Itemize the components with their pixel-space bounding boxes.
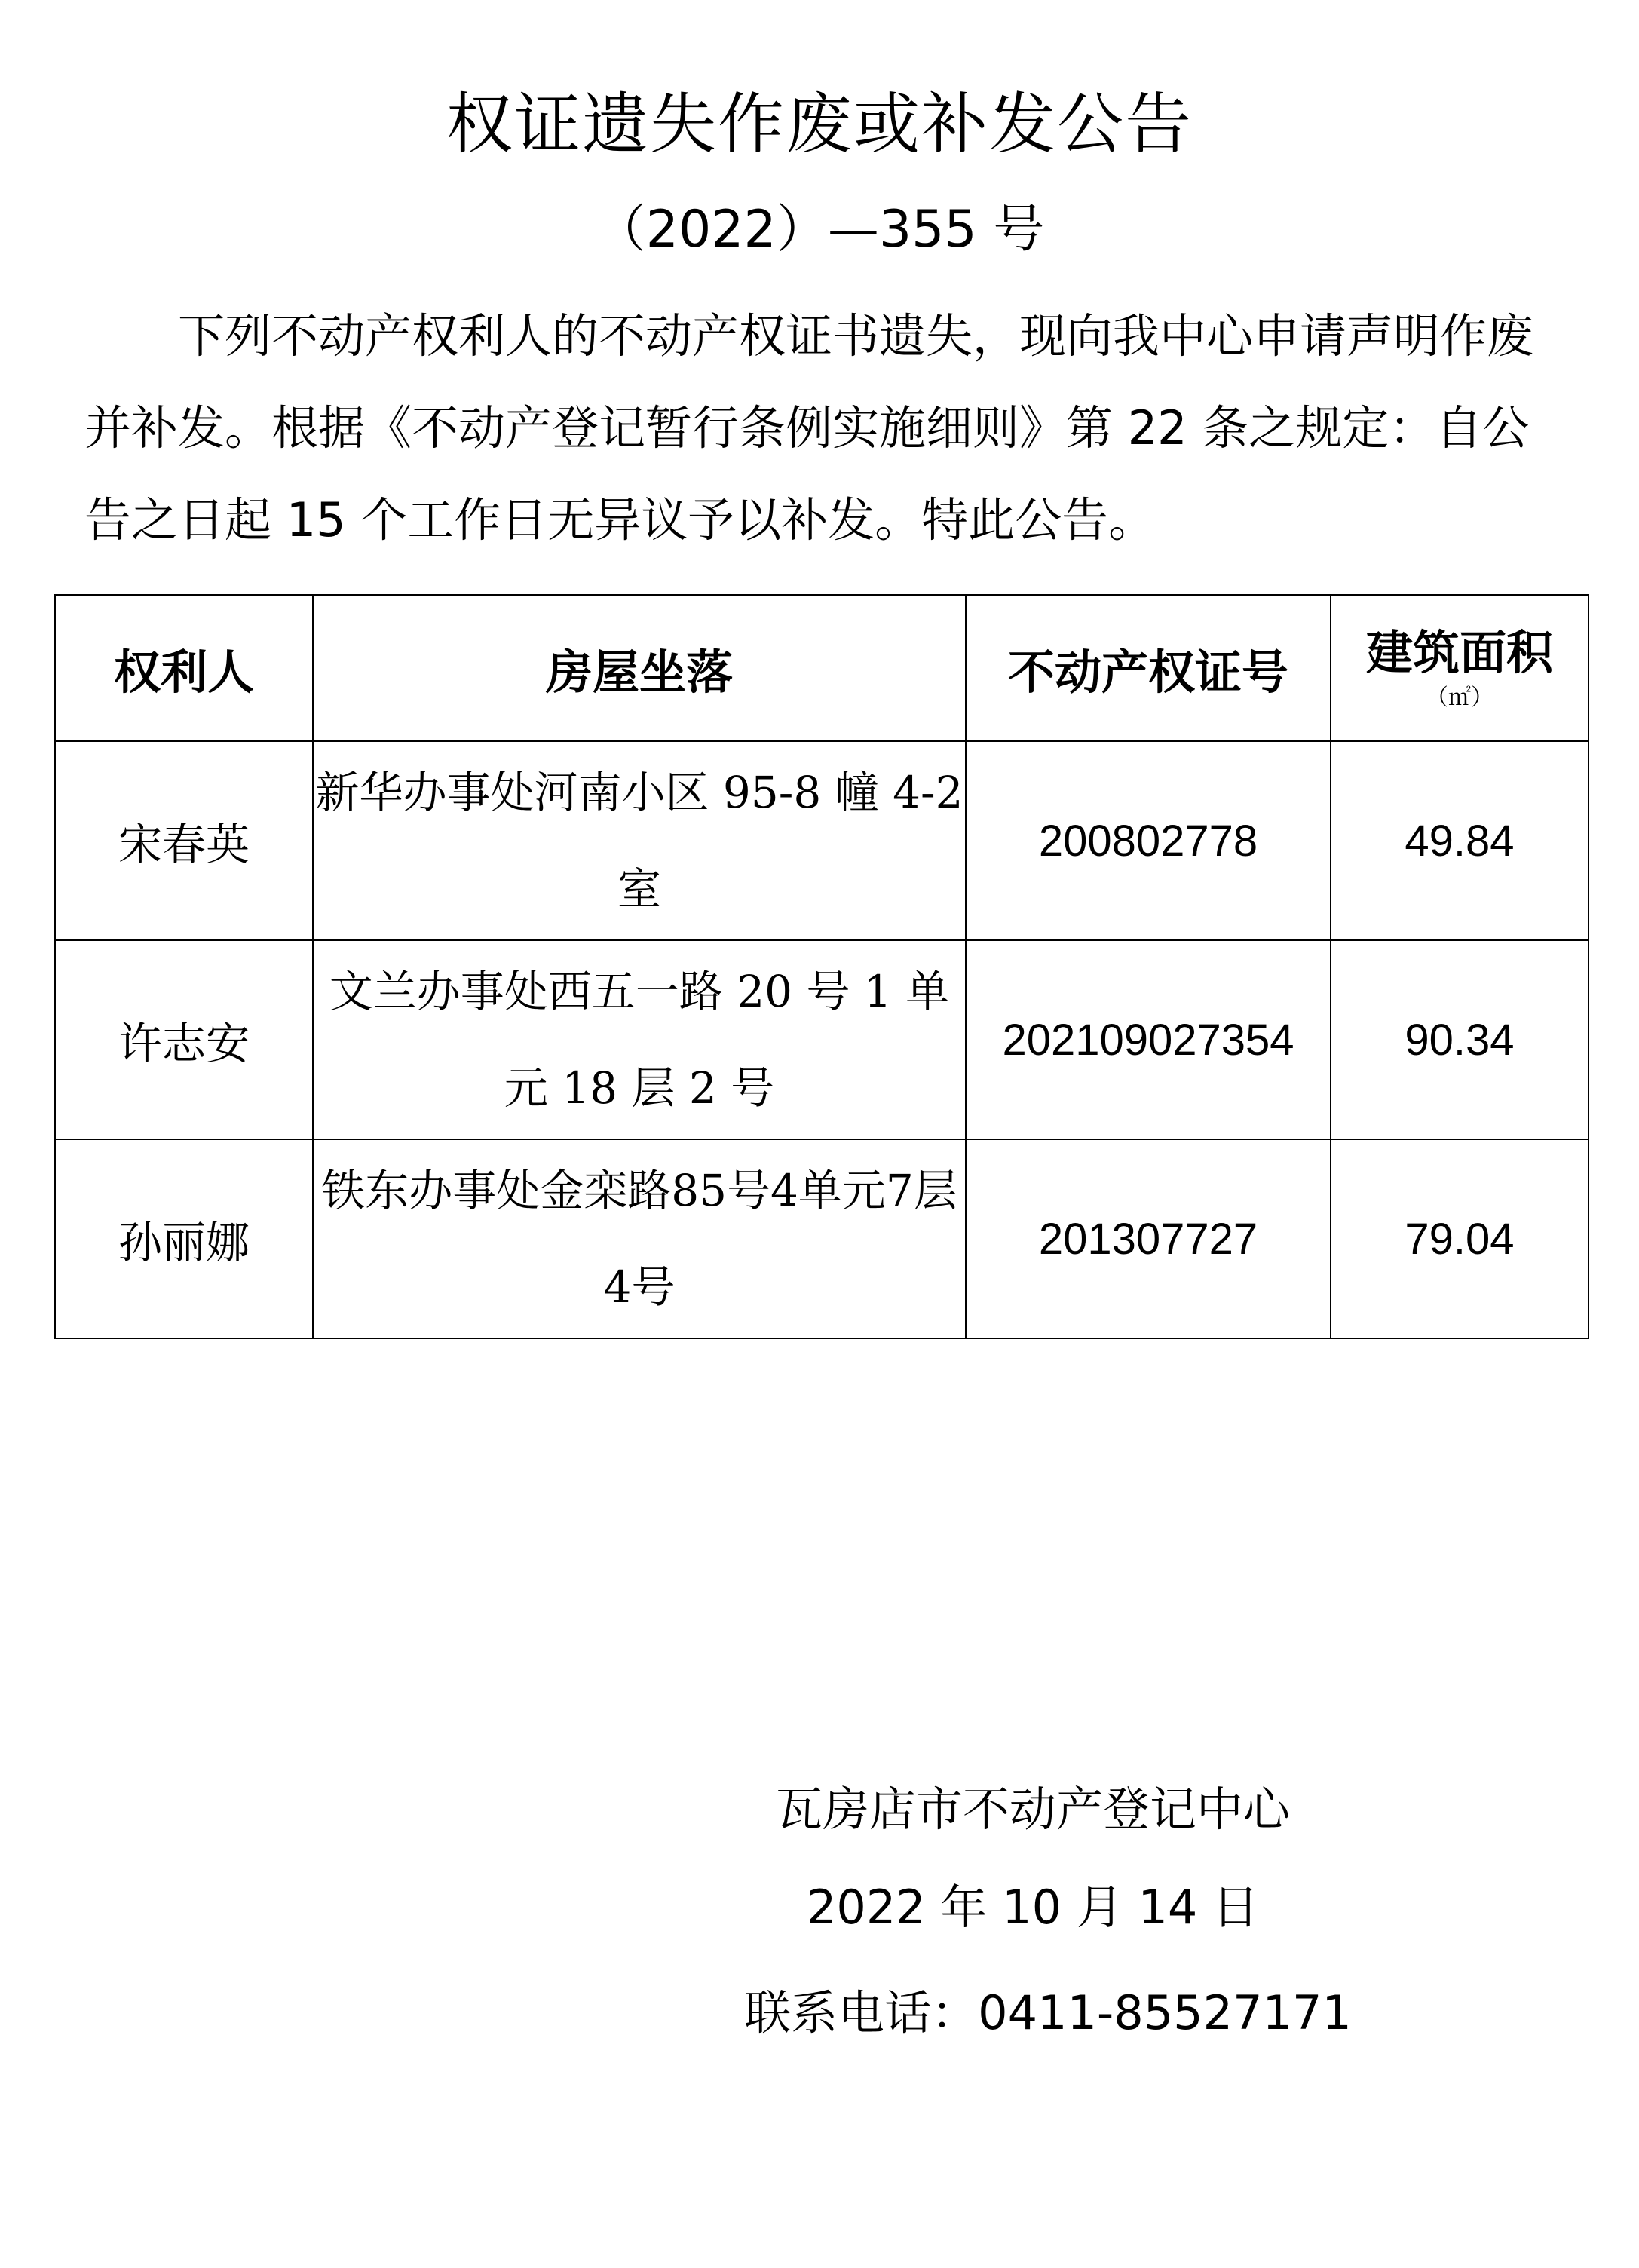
row-cert-no: 201307727 bbox=[966, 1139, 1331, 1338]
table-row bbox=[55, 741, 1588, 940]
row-cert-no: 200802778 bbox=[966, 741, 1331, 940]
table-row bbox=[55, 940, 1588, 1139]
header-location: 房屋坐落 bbox=[313, 595, 966, 741]
row-location: 文兰办事处西五一路 20 号 1 单元 18 层 2 号 bbox=[313, 940, 966, 1139]
header-cert-no: 不动产权证号 bbox=[966, 595, 1331, 741]
notice-table bbox=[54, 594, 1589, 1339]
issue-date: 2022 年 10 月 14 日 bbox=[806, 1880, 1260, 1935]
header-area-label: 建筑面积 bbox=[1365, 625, 1553, 680]
paragraph-text: 下列不动产权利人的不动产权证书遗失，现向我中心申请声明作废并补发。根据《不动产登记暂行条例实施细则》第 22 条之规定：自公告之日起 15 个工作日无异议予以补发。特此公告。 bbox=[84, 308, 1534, 547]
row-area: 49.84 bbox=[1331, 741, 1588, 940]
notice-paragraph bbox=[84, 290, 1559, 566]
row-area: 90.34 bbox=[1331, 940, 1588, 1139]
row-holder: 宋春英 bbox=[55, 741, 313, 940]
notice-number: （2022）—355 号 bbox=[594, 200, 1045, 259]
header-area bbox=[1331, 595, 1588, 741]
table-row bbox=[55, 1139, 1588, 1338]
page-title: 权证遗失作废或补发公告 bbox=[446, 85, 1193, 163]
row-area: 79.04 bbox=[1331, 1139, 1588, 1338]
issuing-organization: 瓦房店市不动产登记中心 bbox=[775, 1782, 1290, 1837]
row-location: 新华办事处河南小区 95-8 幢 4-2 室 bbox=[313, 741, 966, 940]
header-holder: 权利人 bbox=[55, 595, 313, 741]
row-holder: 孙丽娜 bbox=[55, 1139, 313, 1338]
header-area-unit: （㎡） bbox=[1426, 685, 1493, 711]
row-cert-no: 202109027354 bbox=[966, 940, 1331, 1139]
row-holder: 许志安 bbox=[55, 940, 313, 1139]
row-location: 铁东办事处金栾路85号4单元7层4号 bbox=[313, 1139, 966, 1338]
contact-phone: 联系电话：0411-85527171 bbox=[744, 1985, 1352, 2040]
table-header-row bbox=[55, 595, 1588, 741]
